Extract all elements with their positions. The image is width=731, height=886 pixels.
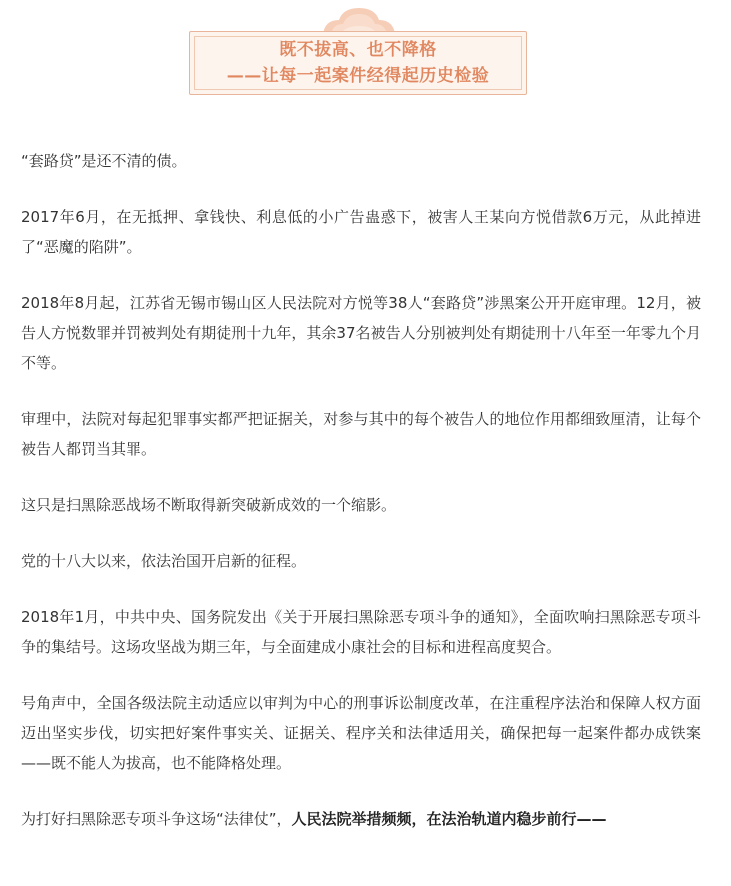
article-header bbox=[189, 4, 529, 98]
paragraph-3: 2018年8月起，江苏省无锡市锡山区人民法院对方悦等38人“套路贷”涉黑案公开开庭审理。12月，被告人方悦数罪并罚被判处有期徒刑十九年，其余37名被告人分别被判处有期徒刑十八年至一年零九个月不等。 bbox=[21, 294, 701, 372]
paragraph-8: 号角声中，全国各级法院主动适应以审判为中心的刑事诉讼制度改革，在注重程序法治和保障人权方面迈出坚实步伐，切实把好案件事实关、证据关、程序关和法律适用关，确保把每一起案件都办成铁案——既不能人为拔高，也不能降格处理。 bbox=[21, 694, 701, 772]
title-line-1: 既不拔高、也不降格 bbox=[279, 40, 437, 60]
title-inner-frame bbox=[194, 36, 522, 90]
paragraph-9 bbox=[21, 804, 701, 834]
paragraph-7: 2018年1月，中共中央、国务院发出《关于开展扫黑除恶专项斗争的通知》，全面吹响扫黑除恶专项斗争的集结号。这场攻坚战为期三年，与全面建成小康社会的目标和进程高度契合。 bbox=[21, 608, 701, 656]
article-body bbox=[21, 146, 701, 834]
paragraph-6: 党的十八大以来，依法治国开启新的征程。 bbox=[21, 552, 307, 570]
title-line-2: ——让每一起案件经得起历史检验 bbox=[226, 66, 490, 86]
paragraph-1: “套路贷”是还不清的债。 bbox=[21, 152, 187, 170]
paragraph-9-bold: 人民法院举措频频，在法治轨道内稳步前行—— bbox=[291, 810, 607, 828]
paragraph-2: 2017年6月，在无抵押、拿钱快、利息低的小广告蛊惑下，被害人王某向方悦借款6万元，从此掉进了“恶魔的陷阱”。 bbox=[21, 208, 701, 256]
title-box bbox=[189, 31, 527, 95]
paragraph-4: 审理中，法院对每起犯罪事实都严把证据关，对参与其中的每个被告人的地位作用都细致厘清，让每个被告人都罚当其罪。 bbox=[21, 410, 701, 458]
paragraph-9-normal: 为打好扫黑除恶专项斗争这场“法律仗”， bbox=[21, 810, 292, 828]
paragraph-5: 这只是扫黑除恶战场不断取得新突破新成效的一个缩影。 bbox=[21, 496, 397, 514]
